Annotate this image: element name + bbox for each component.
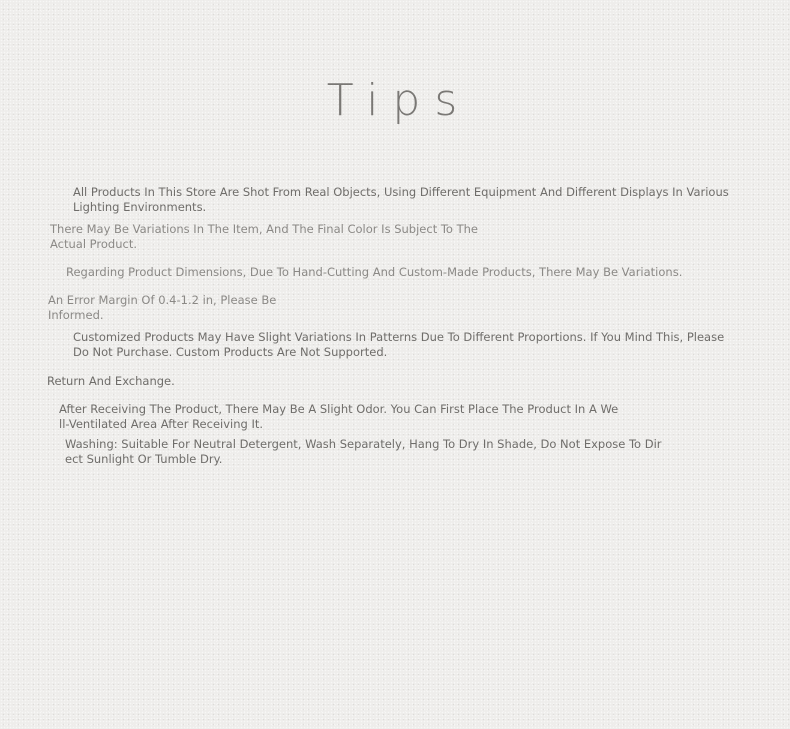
tip-odor-note: After Receiving The Product, There May Be A Slight Odor. You Can First Place The Product In A We ll-Ventilated Area After Receiving It. [59, 402, 619, 431]
tip-error-margin: An Error Margin Of 0.4-1.2 in, Please Be Informed. [48, 293, 277, 322]
tip-washing-instructions: Washing: Suitable For Neutral Detergent, Wash Separately, Hang To Dry In Shade, Do Not Expose To Dir ect Sunlight Or Tumble Dry. [65, 437, 662, 466]
tip-color-variation: There May Be Variations In The Item, And The Final Color Is Subject To The Actual Product. [50, 222, 479, 251]
tip-dimension-variation: Regarding Product Dimensions, Due To Hand-Cutting And Custom-Made Products, There May Be Variations. [66, 265, 683, 279]
tip-customized-products: Customized Products May Have Slight Variations In Patterns Due To Different Proportions. If You Mind This, Please Do Not Purchase. Custom Products Are Not Supported. [73, 330, 725, 359]
tip-photography-note: All Products In This Store Are Shot From Real Objects, Using Different Equipment And Different Displays In Various Lighting Environments. [73, 185, 729, 214]
tip-return-exchange: Return And Exchange. [47, 374, 175, 388]
page-title: Tips [326, 75, 472, 126]
